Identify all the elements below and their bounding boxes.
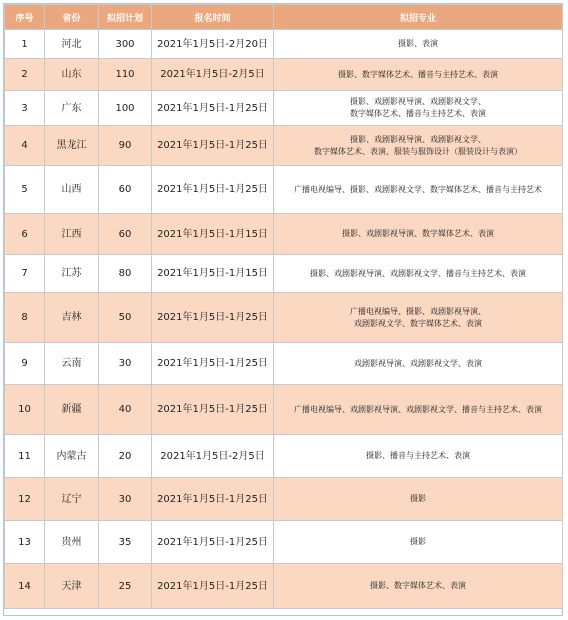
cell-period: 2021年1月5日-1月25日 bbox=[152, 385, 274, 435]
cell-majors bbox=[274, 521, 563, 564]
cell-majors bbox=[274, 343, 563, 385]
cell-no: 12 bbox=[5, 478, 45, 521]
cell-period: 2021年1月5日-2月5日 bbox=[152, 59, 274, 91]
cell-plan: 110 bbox=[99, 59, 152, 91]
table-row bbox=[5, 564, 563, 609]
major-line: 广播电视编导、摄影、戏剧影视文学、数字媒体艺术、播音与主持艺术 bbox=[294, 184, 542, 194]
table-row bbox=[5, 166, 563, 214]
cell-province: 辽宁 bbox=[45, 478, 99, 521]
cell-no: 14 bbox=[5, 564, 45, 609]
major-line: 数字媒体艺术、表演、服装与服饰设计（服装设计与表演） bbox=[314, 146, 522, 156]
cell-plan: 25 bbox=[99, 564, 152, 609]
cell-period: 2021年1月5日-1月25日 bbox=[152, 91, 274, 126]
table-row bbox=[5, 293, 563, 343]
major-line: 摄影、戏剧影视导演、戏剧影视文学、 bbox=[350, 134, 486, 144]
table-row bbox=[5, 255, 563, 293]
cell-province: 吉林 bbox=[45, 293, 99, 343]
cell-no: 4 bbox=[5, 126, 45, 166]
header-period: 报名时间 bbox=[152, 5, 274, 30]
major-line: 摄影、数字媒体艺术、表演 bbox=[370, 581, 466, 590]
cell-plan: 60 bbox=[99, 166, 152, 214]
cell-period: 2021年1月5日-1月15日 bbox=[152, 214, 274, 255]
cell-period: 2021年1月5日-1月15日 bbox=[152, 255, 274, 293]
header-province: 省份 bbox=[45, 5, 99, 30]
cell-period: 2021年1月5日-1月25日 bbox=[152, 293, 274, 343]
cell-plan: 80 bbox=[99, 255, 152, 293]
enrollment-table bbox=[4, 4, 563, 609]
cell-no: 13 bbox=[5, 521, 45, 564]
cell-majors bbox=[274, 564, 563, 609]
cell-province: 天津 bbox=[45, 564, 99, 609]
major-line: 摄影 bbox=[410, 494, 426, 503]
cell-plan: 60 bbox=[99, 214, 152, 255]
cell-plan: 20 bbox=[99, 435, 152, 478]
table-row bbox=[5, 30, 563, 59]
cell-no: 10 bbox=[5, 385, 45, 435]
cell-period: 2021年1月5日-1月25日 bbox=[152, 521, 274, 564]
cell-no: 7 bbox=[5, 255, 45, 293]
major-line: 广播电视编导、摄影、戏剧影视导演、 bbox=[350, 306, 486, 316]
cell-period: 2021年1月5日-1月25日 bbox=[152, 166, 274, 214]
cell-province: 河北 bbox=[45, 30, 99, 59]
table-row bbox=[5, 385, 563, 435]
cell-province: 江苏 bbox=[45, 255, 99, 293]
major-line: 戏剧影视文学、数字媒体艺术、表演 bbox=[354, 318, 482, 328]
cell-period: 2021年1月5日-1月25日 bbox=[152, 564, 274, 609]
table-row bbox=[5, 343, 563, 385]
major-line: 戏剧影视导演、戏剧影视文学、表演 bbox=[354, 358, 482, 368]
header-row bbox=[5, 5, 563, 30]
cell-majors bbox=[274, 385, 563, 435]
cell-plan: 90 bbox=[99, 126, 152, 166]
header-no: 序号 bbox=[5, 5, 45, 30]
cell-no: 1 bbox=[5, 30, 45, 59]
cell-majors bbox=[274, 59, 563, 91]
table-row bbox=[5, 126, 563, 166]
cell-province: 江西 bbox=[45, 214, 99, 255]
cell-period: 2021年1月5日-2月20日 bbox=[152, 30, 274, 59]
cell-province: 贵州 bbox=[45, 521, 99, 564]
cell-majors bbox=[274, 126, 563, 166]
cell-period: 2021年1月5日-2月5日 bbox=[152, 435, 274, 478]
cell-no: 11 bbox=[5, 435, 45, 478]
cell-majors bbox=[274, 30, 563, 59]
major-line: 摄影、戏剧影视导演、戏剧影视文学、播音与主持艺术、表演 bbox=[310, 268, 526, 278]
table-row bbox=[5, 435, 563, 478]
cell-period: 2021年1月5日-1月25日 bbox=[152, 343, 274, 385]
cell-no: 6 bbox=[5, 214, 45, 255]
cell-province: 山东 bbox=[45, 59, 99, 91]
major-line: 数字媒体艺术、播音与主持艺术、表演 bbox=[350, 109, 486, 118]
major-line: 摄影、播音与主持艺术、表演 bbox=[366, 451, 470, 460]
cell-majors bbox=[274, 91, 563, 126]
cell-province: 黑龙江 bbox=[45, 126, 99, 166]
major-line: 摄影、戏剧影视导演、戏剧影视文学、 bbox=[350, 97, 486, 106]
cell-plan: 35 bbox=[99, 521, 152, 564]
cell-majors bbox=[274, 214, 563, 255]
major-line: 广播电视编导、戏剧影视导演、戏剧影视文学、播音与主持艺术、表演 bbox=[294, 404, 542, 414]
cell-province: 新疆 bbox=[45, 385, 99, 435]
major-line: 摄影、戏剧影视导演、数字媒体艺术、表演 bbox=[342, 229, 494, 238]
table-row bbox=[5, 214, 563, 255]
cell-period: 2021年1月5日-1月25日 bbox=[152, 126, 274, 166]
cell-no: 5 bbox=[5, 166, 45, 214]
cell-majors bbox=[274, 255, 563, 293]
cell-majors bbox=[274, 166, 563, 214]
table-row bbox=[5, 91, 563, 126]
cell-plan: 100 bbox=[99, 91, 152, 126]
major-line: 摄影 bbox=[410, 537, 426, 546]
header-plan: 拟招计划 bbox=[99, 5, 152, 30]
cell-plan: 50 bbox=[99, 293, 152, 343]
cell-plan: 30 bbox=[99, 343, 152, 385]
cell-no: 9 bbox=[5, 343, 45, 385]
table-row bbox=[5, 478, 563, 521]
cell-no: 3 bbox=[5, 91, 45, 126]
cell-plan: 40 bbox=[99, 385, 152, 435]
table-row bbox=[5, 521, 563, 564]
cell-period: 2021年1月5日-1月25日 bbox=[152, 478, 274, 521]
table-row bbox=[5, 59, 563, 91]
header-majors: 拟招专业 bbox=[274, 5, 563, 30]
cell-province: 云南 bbox=[45, 343, 99, 385]
major-line: 摄影、表演 bbox=[398, 39, 438, 48]
major-line: 摄影、数字媒体艺术、播音与主持艺术、表演 bbox=[338, 69, 498, 79]
cell-no: 8 bbox=[5, 293, 45, 343]
cell-province: 广东 bbox=[45, 91, 99, 126]
cell-majors bbox=[274, 435, 563, 478]
cell-no: 2 bbox=[5, 59, 45, 91]
table-body bbox=[5, 30, 563, 609]
cell-plan: 300 bbox=[99, 30, 152, 59]
cell-plan: 30 bbox=[99, 478, 152, 521]
cell-province: 内蒙古 bbox=[45, 435, 99, 478]
cell-majors bbox=[274, 478, 563, 521]
cell-majors bbox=[274, 293, 563, 343]
cell-province: 山西 bbox=[45, 166, 99, 214]
